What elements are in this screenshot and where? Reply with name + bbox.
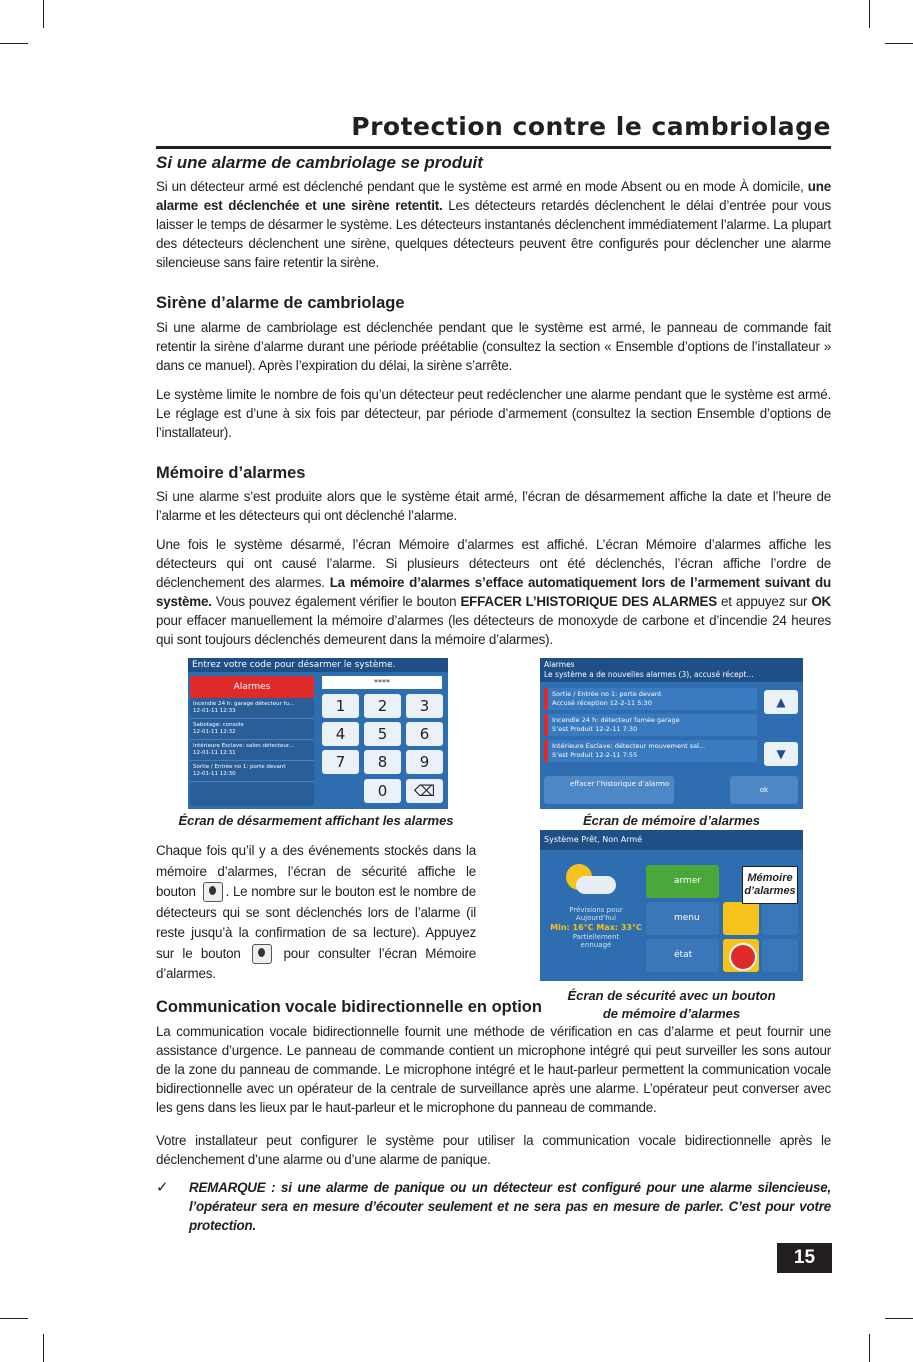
backspace-icon[interactable]: ⌫ <box>406 779 443 803</box>
note <box>189 1178 831 1235</box>
row-name: Incendie 24 h: détecteur fumée garage <box>552 716 680 724</box>
security-screen <box>540 830 803 981</box>
row-status: S’est Produit 12-2-11 7:30 <box>552 725 638 733</box>
text: Si un détecteur armé est déclenché pendant que le système est armé en mode Absent ou en mode À domicile, <box>156 179 808 194</box>
key-1[interactable]: 1 <box>322 694 359 718</box>
list-item[interactable] <box>190 698 314 719</box>
crop-mark <box>43 1334 44 1362</box>
list-item[interactable] <box>544 740 757 762</box>
paragraph-memory-2 <box>156 535 831 649</box>
list-item[interactable] <box>190 740 314 761</box>
paragraph-siren-1: Si une alarme de cambriolage est déclenchée pendant que le système est armé, le panneau de commande fait retentir la sirène d’alarme durant une période préétablie (consultez la section « Ensemble d’options de l’installateur » dans ce manuel). Après l’expiration du délai, la sirène s’arrête. <box>156 320 831 373</box>
clear-history-button[interactable] <box>544 776 674 804</box>
text: . Le nombre sur le bouton est le nombre de détecteurs qui se sont déclenchés lors de l’alarme (il reste jusqu’à la confirmation de sa lecture). Appuyez sur le bouton <box>156 884 476 961</box>
weather-icon <box>562 862 614 896</box>
text: et appuyez sur <box>716 594 812 609</box>
text: Vous pouvez également vérifier le bouton <box>211 594 461 609</box>
arm-button[interactable] <box>646 865 719 898</box>
disarm-screen <box>188 658 448 809</box>
alarms-button[interactable] <box>190 676 314 698</box>
bold-text: une alarme est déclenchée et une sirène retentit. <box>156 179 831 213</box>
key-7[interactable]: 7 <box>322 750 359 774</box>
alarms-label: Alarmes <box>233 682 271 692</box>
item-name: Intérieure Esclave: salon détecteur... <box>193 743 294 749</box>
paragraph-memory-3 <box>156 841 476 985</box>
paragraph-memory-1: Si une alarme s’est produite alors que le système était armé, l’écran de désarmement affiche la date et l’heure de l’alarme et les détecteurs qui ont déclenché l’alarme. <box>156 489 831 523</box>
item-time: 12-01-11 12:31 <box>193 750 236 756</box>
crop-mark <box>869 1334 870 1362</box>
sky-line: ennuagé <box>580 941 612 949</box>
crop-mark <box>0 1318 28 1319</box>
key-0[interactable]: 0 <box>364 779 401 803</box>
key-3[interactable]: 3 <box>406 694 443 718</box>
section-heading-memory: Mémoire d’alarmes <box>156 464 306 482</box>
forecast-line: Aujourd’hui <box>575 914 617 922</box>
bold-text: La mémoire d’alarmes s’efface automatiquement lors de l’armement suivant du système. <box>156 575 831 609</box>
crop-mark <box>43 0 44 28</box>
crop-mark <box>885 43 913 44</box>
row-status: S’est Produit 12-2-11 7:55 <box>552 751 638 759</box>
sky-line: Partiellement <box>572 933 620 941</box>
text: pour consulter l’écran Mémoire d’alarmes. <box>156 945 476 981</box>
forecast-line: Prévisions pour <box>569 906 623 914</box>
alarm-memory-button[interactable] <box>723 939 759 972</box>
note-label: REMARQUE : <box>189 1180 276 1195</box>
row-name: Sortie / Entrée no 1: porte devant <box>552 690 662 698</box>
state-label: état <box>674 950 693 960</box>
crop-mark <box>0 43 28 44</box>
alarm-memory-icon <box>729 943 757 971</box>
callout-line: d’alarmes <box>744 885 796 897</box>
paragraph-voice-1: La communication vocale bidirectionnelle fournit une méthode de vérification en cas d’alarme et peut fournir une assistance d’urgence. Le panneau de commande contient un microphone intégré qui peut surveiller les sons autour de la zone du panneau de commande. Le microphone intégré et le haut-parleur permettent la communication vocale bidirectionnelle avec un opérateur de la centrale de surveillance après une alarme. L’opérateur peut converser avec les gens dans les lieux par le haut-parleur et le microphone du panneau de commande. <box>156 1024 831 1115</box>
menu-button[interactable] <box>646 902 719 935</box>
key-4[interactable]: 4 <box>322 722 359 746</box>
key-2[interactable]: 2 <box>364 694 401 718</box>
alarm-memory-icon <box>203 882 223 902</box>
text: Chaque fois qu’il y a des événements stockés dans la mémoire d’alarmes, l’écran de sécurité affiche le bouton <box>156 843 476 899</box>
caption-disarm: Écran de désarmement affichant les alarmes <box>178 813 454 828</box>
ok-button[interactable] <box>730 776 798 804</box>
caption-line: de mémoire d’alarmes <box>602 1006 741 1021</box>
key-8[interactable]: 8 <box>364 750 401 774</box>
temperature-range: Min: 16°C Max: 33°C <box>550 923 642 932</box>
crop-mark <box>885 1318 913 1319</box>
arm-label: armer <box>674 876 702 886</box>
paragraph-alarm <box>156 177 831 272</box>
key-9[interactable]: 9 <box>406 750 443 774</box>
memory-screen <box>540 658 803 809</box>
key-5[interactable]: 5 <box>364 722 401 746</box>
crop-mark <box>869 0 870 28</box>
list-item[interactable] <box>544 714 757 736</box>
ok-label: ok <box>759 786 769 794</box>
message-icon[interactable] <box>762 939 798 972</box>
checkmark-icon: ✓ <box>156 1179 169 1196</box>
list-item[interactable] <box>190 719 314 740</box>
state-button[interactable] <box>646 939 719 972</box>
memory-screen-bar <box>540 658 803 682</box>
item-name: Sabotage: console <box>193 722 244 728</box>
section-heading-alarm: Si une alarme de cambriolage se produit <box>156 153 483 172</box>
text: pour effacer manuellement la mémoire d’alarmes (les détecteurs de monoxyde de carbone et d’incendie 24 heures qui sont toujours déclenchés demeurent dans la mémoire d’alarmes). <box>156 613 831 647</box>
item-time: 12-01-11 12:32 <box>193 729 236 735</box>
bar-title: Alarmes <box>544 660 575 669</box>
text: Une fois le système désarmé, l’écran Mémoire d’alarmes est affiché. L’écran Mémoire d’alarmes affiche les détecteurs qui ont causé l’alarme. Si plusieurs détecteurs ont été déclenchés, l’écran affiche l’ordre de déclenchement des alarmes. <box>156 537 831 590</box>
note-text: si une alarme de panique ou un détecteur est configuré pour une alarme silencieuse, l’opérateur sera en mesure d’écouter seulement et ne sera pas en mesure de parler. C’est pour votre protection. <box>189 1180 831 1233</box>
key-6[interactable]: 6 <box>406 722 443 746</box>
paragraph-siren-2: Le système limite le nombre de fois qu’un détecteur peut redéclencher une alarme pendant que le système est armé. Le réglage est d’une à six fois par détecteur, par période d’armement (consultez la section Ensemble d’options de l’installateur). <box>156 387 831 440</box>
caption-security <box>540 987 803 1023</box>
section-heading-siren: Sirène d’alarme de cambriolage <box>156 294 405 312</box>
ok-label: OK <box>811 594 831 609</box>
security-screen-bar: Système Prêt, Non Armé <box>540 830 803 850</box>
warning-icon[interactable] <box>723 902 759 935</box>
disarm-screen-bar: Entrez votre code pour désarmer le système. <box>188 658 448 672</box>
title-rule <box>156 146 831 149</box>
list-item[interactable] <box>190 761 314 782</box>
code-input[interactable]: **** <box>322 676 442 689</box>
row-name: Intérieure Esclave: détecteur mouvement sal... <box>552 742 706 750</box>
scroll-down-icon[interactable]: ▼ <box>764 742 798 766</box>
volume-icon[interactable] <box>762 902 798 935</box>
page-title: Protection contre le cambriolage <box>351 112 831 141</box>
paragraph-voice-2: Votre installateur peut configurer le système pour utiliser la communication vocale bidirectionnelle après le déclenchement d’une alarme ou d’une alarme de panique. <box>156 1133 831 1167</box>
alarm-memory-icon <box>252 944 272 964</box>
clear-history-label: effacer l’historique d’alarmo <box>570 780 670 788</box>
caption-memory: Écran de mémoire d’alarmes <box>582 813 761 828</box>
item-time: 12-01-11 12:30 <box>193 771 236 777</box>
item-name: Incendie 24 h: garage détecteur fu... <box>193 701 295 707</box>
item-time: 12-01-11 12:33 <box>193 708 236 714</box>
menu-label: menu <box>674 913 700 923</box>
bar-subtitle: Le système a de nouvelles alarmes (3), accusé récept... <box>544 670 754 679</box>
callout-line: Mémoire <box>747 872 793 884</box>
alarm-list <box>190 676 314 806</box>
section-heading-voice: Communication vocale bidirectionnelle en option <box>156 998 542 1016</box>
scroll-up-icon[interactable]: ▲ <box>764 690 798 714</box>
list-item[interactable] <box>544 688 757 710</box>
text: Les détecteurs retardés déclenchent le délai d’entrée pour vous laisser le temps de désarmer le système. Les détecteurs instantanés déclenchent immédiatement l’alarme. La plupart des détecteurs déclenchent une sirène, quelques détecteurs peuvent être configurés pour déclencher une alarme silencieuse sans faire retentir la sirène. <box>156 198 831 270</box>
item-name: Sortie / Entrée no 1: porte devant <box>193 764 286 770</box>
forecast-text <box>548 906 644 949</box>
clear-history-label: EFFACER L’HISTORIQUE DES ALARMES <box>460 594 717 609</box>
row-status: Accusé réception 12-2-11 5:30 <box>552 699 652 707</box>
page-number: 15 <box>777 1243 832 1273</box>
alarm-memory-callout <box>742 866 798 904</box>
caption-line: Écran de sécurité avec un bouton <box>567 988 776 1003</box>
